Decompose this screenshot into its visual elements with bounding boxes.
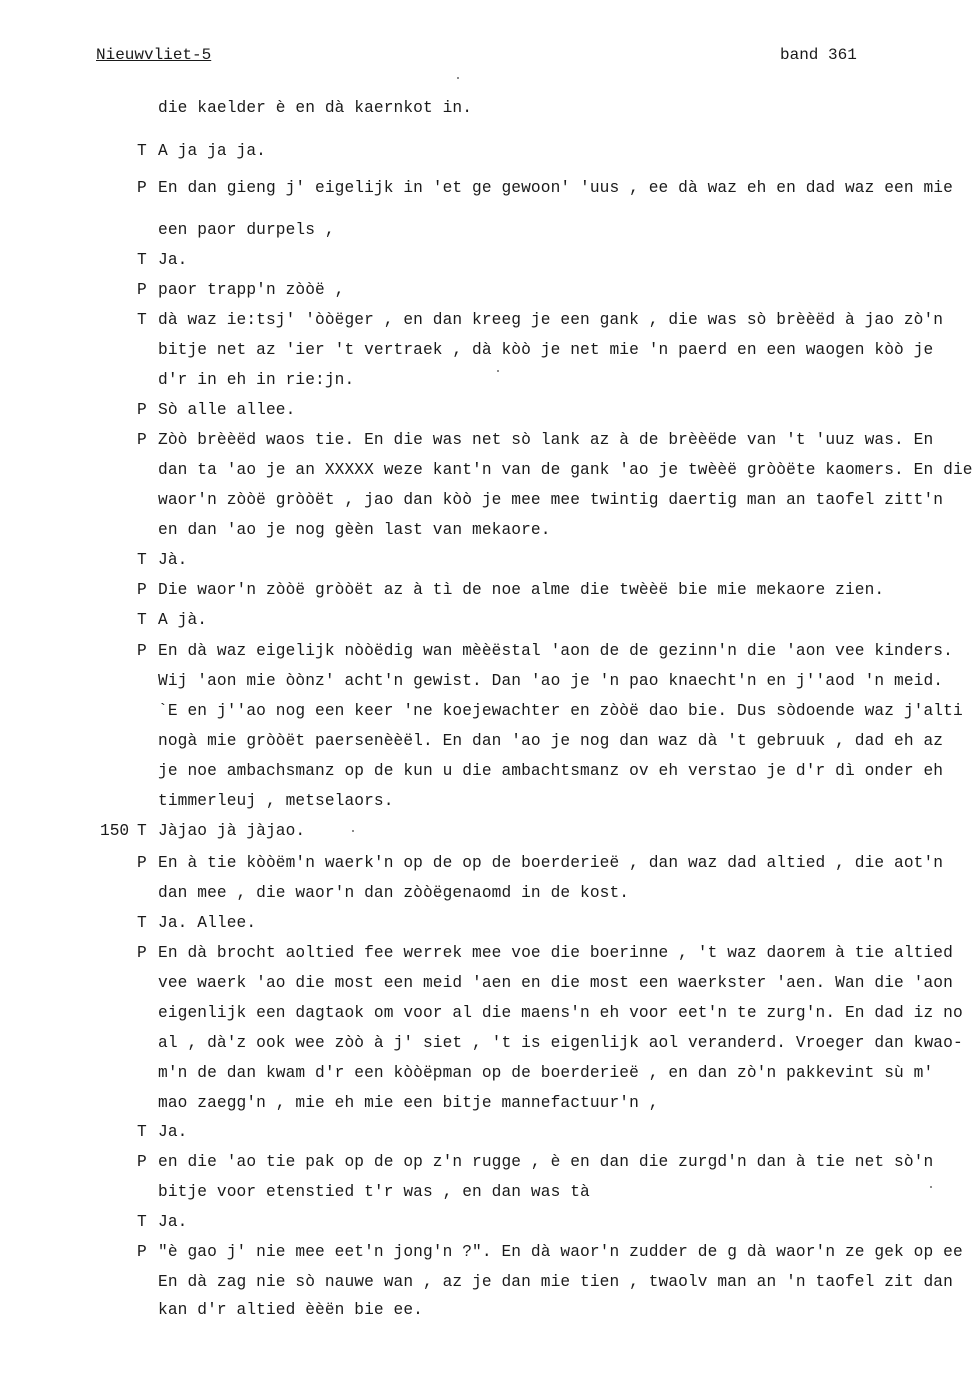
transcript-line: m'n de dan kwam d'r een kòòëpman op de boerderieë , en dan zò'n pakkevint sù m' bbox=[158, 1064, 934, 1082]
speaker-label: P bbox=[137, 854, 147, 872]
speaker-label: T bbox=[137, 822, 147, 840]
transcript-line: bitje net az 'ier 't vertraek , dà kòò je net mie 'n paerd en een waogen kòò je bbox=[158, 341, 934, 359]
transcript-line: En dà waz eigelijk nòòëdig wan mèèëstal 'aon de de gezinn'n die 'aon vee kinders. bbox=[158, 642, 953, 660]
transcript-line: en die 'ao tie pak op de op z'n rugge , è en dan die zurgd'n dan à tie net sò'n bbox=[158, 1153, 934, 1171]
line-number: 150 bbox=[100, 822, 130, 840]
transcript-line: mao zaegg'n , mie eh mie een bitje mannefactuur'n , bbox=[158, 1094, 659, 1112]
transcript-line: En dan gieng j' eigelijk in 'et ge gewoon' 'uus , ee dà waz eh en dad waz een mie bbox=[158, 179, 953, 197]
scan-speck bbox=[352, 830, 354, 832]
speaker-label: P bbox=[137, 431, 147, 449]
transcript-line: Ja. Allee. bbox=[158, 914, 257, 932]
transcript-line: paor trapp'n zòòë , bbox=[158, 281, 345, 299]
speaker-label: T bbox=[137, 1213, 147, 1231]
speaker-label: P bbox=[137, 179, 147, 197]
transcript-line: Ja. bbox=[158, 1213, 188, 1231]
transcript-line: dan ta 'ao je an XXXXX weze kant'n van de gank 'ao je twèèë gròòëte kaomers. En die bbox=[158, 461, 973, 479]
speaker-label: T bbox=[137, 551, 147, 569]
transcript-line: En dà zag nie sò nauwe wan , az je dan mie tien , twaolv man an 'n taofel zit dan bbox=[158, 1273, 953, 1291]
speaker-label: T bbox=[137, 1123, 147, 1141]
transcript-line: timmerleuj , metselaors. bbox=[158, 792, 394, 810]
speaker-label: P bbox=[137, 1153, 147, 1171]
transcript-line: dà waz ie:tsj' 'òòëger , en dan kreeg je een gank , die was sò brèèëd à jao zò'n bbox=[158, 311, 944, 329]
transcript-line: al , dà'z ook wee zòò à j' siet , 't is eigenlijk aol veranderd. Vroeger dan kwao- bbox=[158, 1034, 963, 1052]
transcript-line: A jà. bbox=[158, 611, 208, 629]
scan-speck bbox=[457, 77, 459, 79]
speaker-label: T bbox=[137, 914, 147, 932]
transcript-line: kan d'r altied èèën bie ee. bbox=[158, 1301, 423, 1319]
transcript-line: Die waor'n zòòë gròòët az à tì de noe alme die twèèë bie mie mekaore zien. bbox=[158, 581, 885, 599]
transcript-line: `E en j''ao nog een keer 'ne koejewachter en zòòë dao bie. Dus sòdoende waz j'alti bbox=[158, 702, 963, 720]
transcript-line: die kaelder è en dà kaernkot in. bbox=[158, 99, 473, 117]
transcript-line: een paor durpels , bbox=[158, 221, 335, 239]
transcript-line: Jàjao jà jàjao. bbox=[158, 822, 306, 840]
transcript-line: vee waerk 'ao die most een meid 'aen en die most een waerkster 'aen. Wan die 'aon bbox=[158, 974, 953, 992]
document-title: Nieuwvliet-5 bbox=[96, 46, 212, 64]
transcript-line: En dà brocht aoltied fee werrek mee voe die boerinne , 't waz daorem à tie altied bbox=[158, 944, 953, 962]
transcript-line: waor'n zòòë gròòët , jao dan kòò je mee mee twintig daertig man an taofel zitt'n bbox=[158, 491, 944, 509]
speaker-label: P bbox=[137, 281, 147, 299]
transcript-line: Sò alle allee. bbox=[158, 401, 296, 419]
transcript-line: A ja ja ja. bbox=[158, 142, 266, 160]
transcript-line: Ja. bbox=[158, 1123, 188, 1141]
speaker-label: T bbox=[137, 611, 147, 629]
tape-label: band 361 bbox=[780, 46, 857, 64]
scan-speck bbox=[497, 370, 499, 372]
speaker-label: T bbox=[137, 142, 147, 160]
transcript-line: d'r in eh in rie:jn. bbox=[158, 371, 355, 389]
transcript-line: Jà. bbox=[158, 551, 188, 569]
transcript-line: dan mee , die waor'n dan zòòëgenaomd in de kost. bbox=[158, 884, 630, 902]
transcript-line: Ja. bbox=[158, 251, 188, 269]
transcript-line: en dan 'ao je nog gèèn last van mekaore. bbox=[158, 521, 551, 539]
speaker-label: P bbox=[137, 1243, 147, 1261]
transcript-line: "è gao j' nie mee eet'n jong'n ?". En dà waor'n zudder de g dà waor'n ze gek op ee bbox=[158, 1243, 963, 1261]
transcript-line: nogà mie gròòët paersenèèël. En dan 'ao je nog dan waz dà 't gebruuk , dad eh az bbox=[158, 732, 944, 750]
speaker-label: P bbox=[137, 642, 147, 660]
scan-speck bbox=[930, 1186, 932, 1188]
transcript-line: eigenlijk een dagtaok om voor al die maens'n eh voor eet'n te zurg'n. En dad iz no bbox=[158, 1004, 963, 1022]
transcript-line: Wij 'aon mie òònz' acht'n gewist. Dan 'ao je 'n pao knaecht'n en j''aod 'n meid. bbox=[158, 672, 944, 690]
transcript-line: Zòò brèèëd waos tie. En die was net sò lank az à de brèèëde van 't 'uuz was. En bbox=[158, 431, 934, 449]
speaker-label: P bbox=[137, 944, 147, 962]
transcript-line: bitje voor etenstied t'r was , en dan was tà bbox=[158, 1183, 590, 1201]
speaker-label: T bbox=[137, 251, 147, 269]
speaker-label: P bbox=[137, 581, 147, 599]
speaker-label: P bbox=[137, 401, 147, 419]
speaker-label: T bbox=[137, 311, 147, 329]
transcript-line: je noe ambachsmanz op de kun u die ambachtsmanz ov eh verstao je d'r dì onder eh bbox=[158, 762, 944, 780]
transcript-line: En à tie kòòëm'n waerk'n op de op de boerderieë , dan waz dad altied , die aot'n bbox=[158, 854, 944, 872]
